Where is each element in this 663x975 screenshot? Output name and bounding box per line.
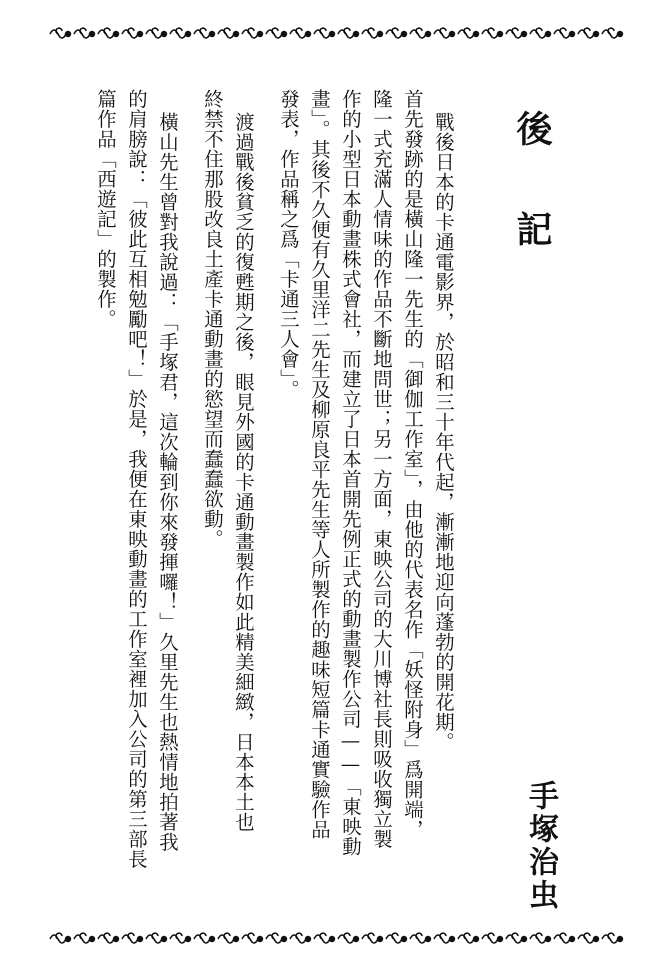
text-column-4: 作的小型日本動畫株式會社，而建立了日本首開先例正式的動畫製作公司——「東映動 [339, 89, 362, 857]
top-ornamental-border [48, 22, 626, 46]
text-column-7: 渡過戰後貧乏的復甦期之後，眼見外國的卡通動畫製作如此精美細緻，日本本土也 [232, 112, 255, 832]
text-column-6: 發表，作品稱之爲「卡通三人會」。 [277, 89, 300, 400]
text-column-11: 篇作品「西遊記」的製作。 [94, 89, 117, 329]
text-column-5: 畫」。其後不久便有久里洋二先生及柳原良平先生等人所製作的趣味短篇卡通實驗作品 [308, 89, 331, 840]
text-column-1: 戰後日本的卡通電影界，於昭和三十年代起，漸漸地迎向蓬勃的開花期。 [432, 112, 455, 752]
author-name: 手塚治虫 [523, 780, 558, 912]
text-column-3: 隆一式充滿人情味的作品不斷地問世；另一方面，東映公司的大川博社長則吸收獨立製 [370, 89, 393, 849]
text-column-10: 的肩膀說：「彼此互相勉勵吧！」於是，我便在東映動畫的工作室裡加入公司的第三部長 [125, 89, 148, 869]
text-column-8: 終禁不住那股改良土產卡通動畫的慾望而蠢蠢欲動。 [201, 89, 224, 549]
text-column-2: 首先發跡的是橫山隆一先生的「御伽工作室」，由他的代表名作「妖怪附身」爲開端， [401, 89, 424, 840]
bottom-ornamental-border [48, 927, 626, 951]
text-column-9: 橫山先生曾對我說過：「手塚君，這次輪到你來發揮囉！」久里先生也熱情地拍著我 [156, 112, 179, 852]
page-title: 後 記 [511, 110, 553, 273]
